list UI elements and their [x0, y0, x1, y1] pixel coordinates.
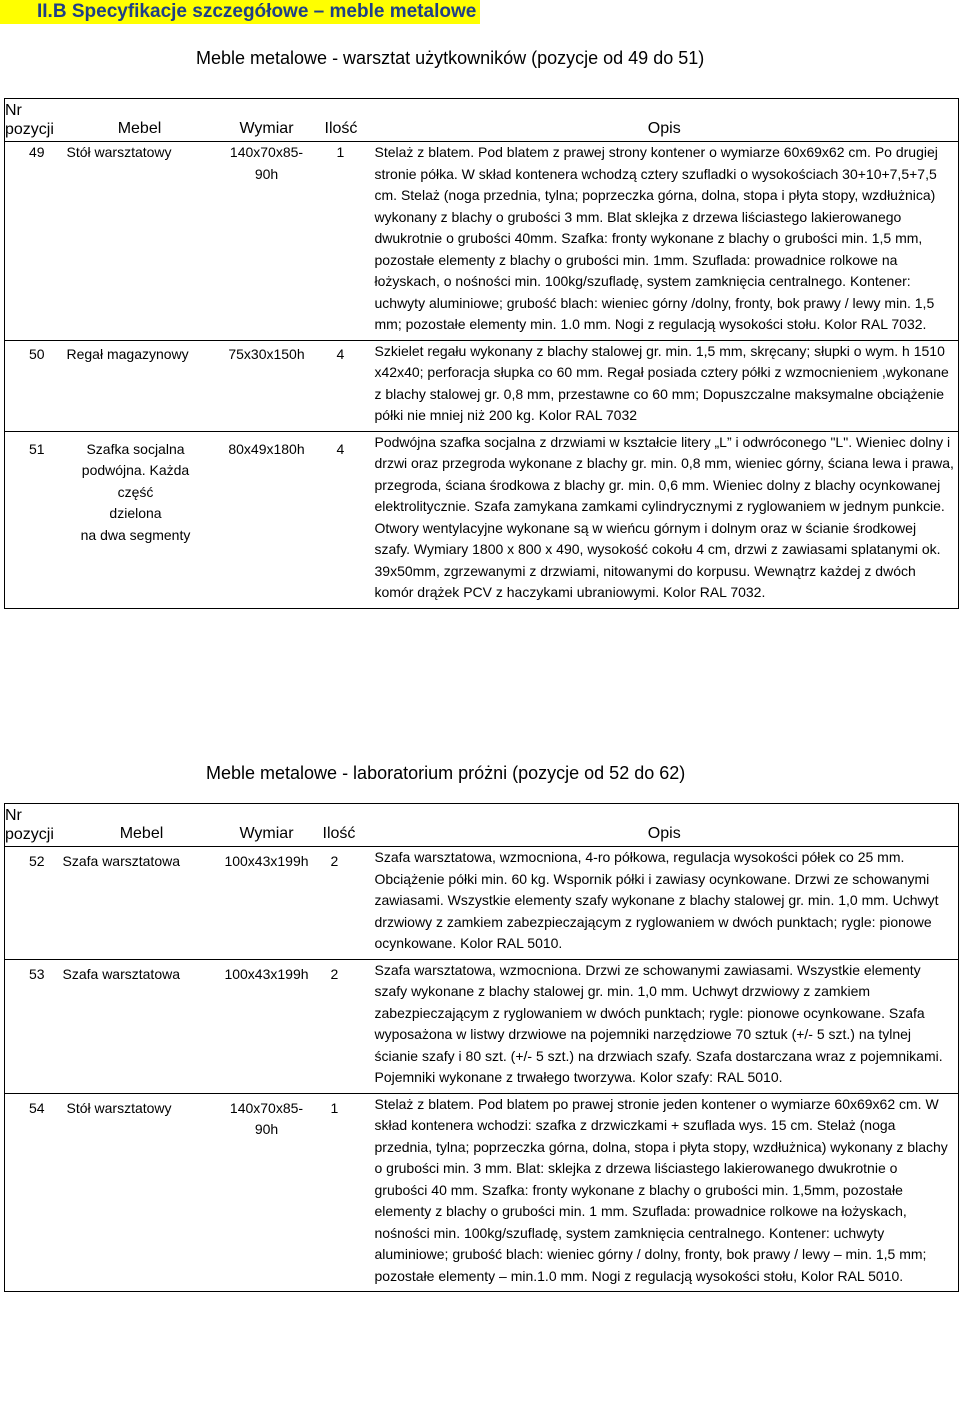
row-ilosc: 1 — [323, 1093, 371, 1292]
col-wymiar: Wymiar — [209, 99, 325, 142]
section1-table — [4, 98, 959, 609]
col-ilosc: Ilość — [323, 804, 371, 847]
row-mebel: Stół warsztatowy — [63, 1093, 211, 1292]
row-wymiar: 140x70x85- 90h — [211, 1093, 323, 1292]
row-ilosc: 1 — [325, 142, 371, 341]
row-opis: Stelaż z blatem. Pod blatem z prawej strony kontener o wymiarze 60x69x62 cm. Po drugiej stronie półka. W skład kontenera wchodzą cztery szufladki o wysokościach 30+10+7,5+7,5 cm. Stelaż (noga przednia, tylna; poprzeczka górna, dolna, stopa i płyta stopy, wzdłużnica) wykonany z blachy o grubości 3 mm. Blat sklejka z drzewa liściastego lakierowanego dwukrotnie o grubości 40mm. Szafka: fronty wykonane z blachy o grubości min. 1,5 mm, pozostałe elementy z blachy o grubości min. 1mm. Szuflada: prowadnice rolkowe na łożyskach, o nośności min. 100kg/szufladę, system zamknięcia centralnego. Kontener: uchwyty aluminiowe; grubość blach: wieniec górny /dolny, fronty, bok prawy / lewy min. 1,5 mm; pozostałe elementy min. 1.0 mm. Nogi z regulacją wysokości stołu. Kolor RAL 7032. — [371, 142, 959, 341]
header-prefix: II.B — [37, 1, 72, 22]
row-nr: 50 — [5, 340, 63, 431]
row-nr: 53 — [5, 959, 63, 1093]
document-header — [0, 0, 480, 24]
col-nr: Nr pozycji — [5, 804, 63, 847]
table-row — [5, 142, 959, 341]
row-opis: Szafa warsztatowa, wzmocniona, 4-ro półkowa, regulacja wysokości półek co 25 mm. Obciążenie półki min. 60 kg. Wspornik półki i zawiasy ocynkowane. Drzwi ze schowanymi zawiasami. Wszystkie elementy szafy wykonane z blachy stalowej gr. min. 1,0 mm. Uchwyt drzwiowy z zamkiem zabezpieczającym z ryglowaniem w dwóch punktach; rygle: pionowe ocynkowane. Kolor RAL 5010. — [371, 847, 959, 960]
row-wymiar: 100x43x199h — [211, 959, 323, 1093]
row-opis: Szafa warsztatowa, wzmocniona. Drzwi ze schowanymi zawiasami. Wszystkie elementy szafy wykonane z blachy stalowej gr. min. 1,0 mm. Uchwyt drzwiowy z zamkiem zabezpieczającym z ryglowaniem w dwóch punktach; rygle: pionowe ocynkowane. Szafa wyposażona w listwy drzwiowe na pojemniki narzędziowe 70 sztuk (+/- 5 szt.) na tylnej ścianie szafy i 80 szt. (+/- 5 szt.) na drzwiach szafy. Szafa dostarczana wraz z pojemnikami. Pojemniki wykonane z trwałego tworzywa. Kolor szafy: RAL 5010. — [371, 959, 959, 1093]
row-nr: 49 — [5, 142, 63, 341]
table-row — [5, 847, 959, 960]
row-nr: 51 — [5, 431, 63, 608]
table-row — [5, 1093, 959, 1292]
row-opis: Szkielet regału wykonany z blachy stalowej gr. min. 1,5 mm, skręcany; słupki o wym. h 1510 x42x40; perforacja słupka co 60 mm. Regał posiada cztery półki z wzmocnieniem ,wykonane z blachy stalowej gr. 0,8 mm, przestawne co 60 mm; Dopuszczalne maksymalne obciążenie półki nie mniej niż 200 kg. Kolor RAL 7032 — [371, 340, 959, 431]
table-header-row — [5, 804, 959, 847]
section1-title: Meble metalowe - warsztat użytkowników (pozycje od 49 do 51) — [196, 48, 705, 68]
table-row — [5, 431, 959, 608]
row-nr: 54 — [5, 1093, 63, 1292]
col-opis: Opis — [371, 804, 959, 847]
col-opis: Opis — [371, 99, 959, 142]
row-mebel: Regał magazynowy — [63, 340, 209, 431]
row-ilosc: 4 — [325, 340, 371, 431]
section2-title: Meble metalowe - laboratorium próżni (pozycje od 52 do 62) — [206, 763, 686, 783]
row-nr: 52 — [5, 847, 63, 960]
row-ilosc: 2 — [323, 847, 371, 960]
row-opis: Podwójna szafka socjalna z drzwiami w kształcie litery „L” i odwróconego "L". Wieniec dolny i drzwi oraz przegroda wykonane z blachy gr. min. 0,8 mm, wieniec górny, ściana lewa i prawa, przegroda, ściana środkowa z blachy gr. min. 0,6 mm. Wieniec dolny z blachy ocynkowanej elektrolitycznie. Szafa zamykana zamkami cylindrycznymi z ryglowaniem w jednym punkcie. Otwory wentylacyjne wykonane są w wieńcu górnym i dolnym oraz w ścianie środkowej szafy. Wymiary 1800 x 800 x 490, wysokość cokołu 4 cm, drzwi z zawiasami splatanymi ok. 39x50mm, zgrzewanymi z drzwiami, nitowanymi do korpusu. Wewnątrz każdej z dwóch komór drążek PCV z haczykami ubraniowymi. Kolor RAL 7032. — [371, 431, 959, 608]
row-mebel: Szafka socjalna podwójna. Każda część dzielona na dwa segmenty — [63, 431, 209, 608]
row-opis: Stelaż z blatem. Pod blatem po prawej stronie jeden kontener o wymiarze 60x69x62 cm. W skład kontenera wchodzi: szafka z drzwiczkami + szuflada wys. 15 cm. Stelaż (noga przednia, tylna; poprzeczka górna, dolna, stopa i płyta stopy, wzdłużnica) wykonany z blachy o grubości min. 3 mm. Blat: sklejka z drzewa liściastego lakierowanego dwukrotnie o grubości 40 mm. Szafka: fronty wykonane z blachy o grubości min. 1,5mm, pozostałe elementy z blachy o grubości min. 1 mm. Szuflada: prowadnice rolkowe na łożyskach, nośności min. 100kg/szufladę, system zamknięcia centralnego. Kontener: uchwyty aluminiowe; grubość blach: wieniec górny / dolny, fronty, bok prawy / lewy – min. 1,5 mm; pozostałe elementy – min.1.0 mm. Nogi z regulacją wysokości stołu, Kolor RAL 5010. — [371, 1093, 959, 1292]
col-wymiar: Wymiar — [211, 804, 323, 847]
row-wymiar: 140x70x85- 90h — [209, 142, 325, 341]
row-wymiar: 100x43x199h — [211, 847, 323, 960]
header-title: Specyfikacje szczegółowe – meble metalowe — [71, 1, 477, 22]
row-mebel: Stół warsztatowy — [63, 142, 209, 341]
col-nr: Nr pozycji — [5, 99, 63, 142]
row-wymiar: 80x49x180h — [209, 431, 325, 608]
row-mebel: Szafa warsztatowa — [63, 959, 211, 1093]
row-mebel: Szafa warsztatowa — [63, 847, 211, 960]
col-ilosc: Ilość — [325, 99, 371, 142]
row-wymiar: 75x30x150h — [209, 340, 325, 431]
table-row — [5, 340, 959, 431]
section2-table — [4, 803, 959, 1292]
col-mebel: Mebel — [63, 99, 209, 142]
row-ilosc: 2 — [323, 959, 371, 1093]
row-ilosc: 4 — [325, 431, 371, 608]
table-row — [5, 959, 959, 1093]
table-header-row — [5, 99, 959, 142]
col-mebel: Mebel — [63, 804, 211, 847]
